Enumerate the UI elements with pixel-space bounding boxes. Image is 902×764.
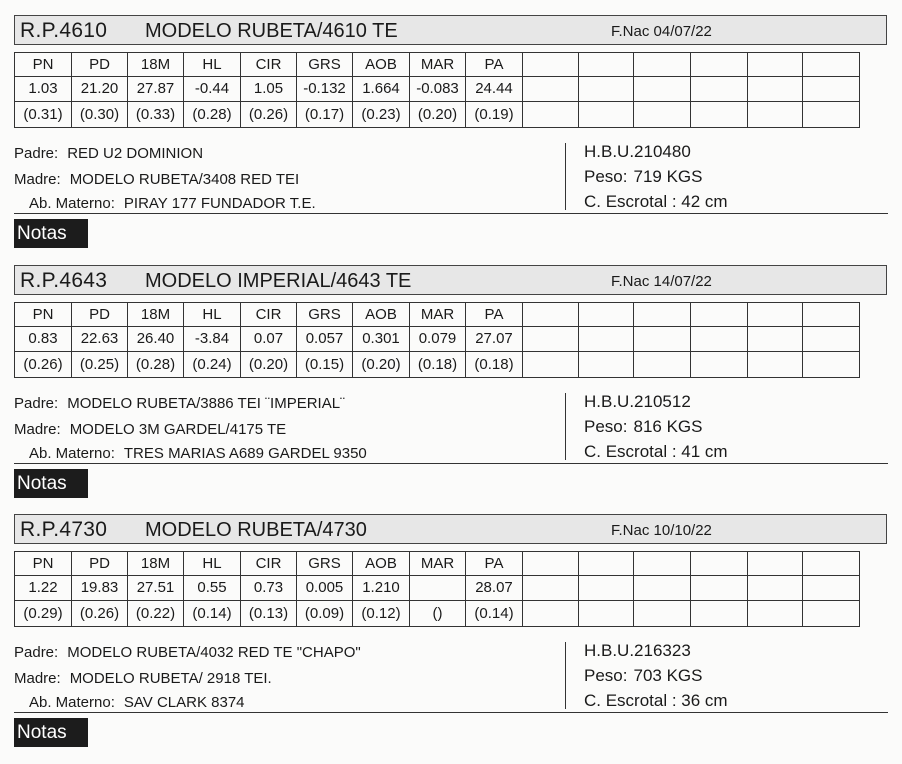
empty-cell: [748, 77, 803, 102]
epd-accuracy-cell: (): [410, 601, 466, 627]
epd-accuracy-cell: (0.12): [353, 601, 410, 627]
epd-accuracy-cell: (0.28): [128, 352, 184, 378]
epd-accuracy-cell: (0.20): [410, 102, 466, 128]
sire-line: [14, 145, 203, 162]
dam-line: [14, 670, 272, 687]
bull-record: [14, 264, 888, 500]
scrotal-circumference: C. Escrotal : 42 cm: [584, 192, 728, 211]
empty-cell: [803, 352, 860, 378]
empty-cell: [634, 601, 691, 627]
weight-line: [584, 417, 702, 437]
bull-record: [14, 513, 888, 749]
epd-table: [14, 302, 860, 378]
empty-cell: [579, 576, 634, 601]
epd-accuracy-cell: (0.30): [72, 102, 128, 128]
epd-value-cell: 1.664: [353, 77, 410, 102]
pedigree-value: MODELO RUBETA/3408 RED TEI: [69, 171, 300, 188]
epd-accuracy-cell: (0.28): [184, 102, 241, 128]
epd-header-cell: 18M: [128, 552, 184, 576]
pedigree-value: MODELO RUBETA/ 2918 TEI.: [69, 670, 272, 687]
empty-cell: [803, 552, 860, 576]
epd-value-cell: 0.301: [353, 327, 410, 352]
epd-table: [14, 551, 860, 627]
epd-table: [14, 52, 860, 128]
empty-cell: [579, 303, 634, 327]
epd-accuracy-row: [15, 601, 860, 627]
epd-value-cell: 1.05: [241, 77, 297, 102]
epd-header-row: [15, 303, 860, 327]
empty-cell: [691, 327, 748, 352]
birth-date: F.Nac 10/10/22: [611, 522, 712, 539]
epd-accuracy-cell: (0.19): [466, 102, 523, 128]
epd-header-cell: AOB: [353, 552, 410, 576]
empty-cell: [634, 552, 691, 576]
pedigree-label: Padre:: [14, 145, 59, 162]
epd-value-cell: 0.55: [184, 576, 241, 601]
empty-cell: [523, 303, 579, 327]
birth-date: F.Nac 04/07/22: [611, 23, 712, 40]
empty-cell: [691, 303, 748, 327]
epd-header-cell: PN: [15, 53, 72, 77]
notes-label: Notas: [14, 718, 88, 747]
epd-header-cell: 18M: [128, 53, 184, 77]
epd-header-cell: CIR: [241, 303, 297, 327]
epd-accuracy-cell: (0.31): [15, 102, 72, 128]
record-header: [14, 514, 887, 544]
epd-accuracy-cell: (0.14): [184, 601, 241, 627]
empty-cell: [579, 77, 634, 102]
epd-header-cell: PD: [72, 303, 128, 327]
empty-cell: [748, 327, 803, 352]
empty-cell: [748, 303, 803, 327]
pedigree-value: TRES MARIAS A689 GARDEL 9350: [123, 445, 367, 462]
divider: [565, 393, 566, 460]
epd-accuracy-row: [15, 102, 860, 128]
epd-header-cell: PN: [15, 303, 72, 327]
epd-header-cell: CIR: [241, 552, 297, 576]
empty-cell: [523, 576, 579, 601]
epd-value-cell: -3.84: [184, 327, 241, 352]
empty-cell: [634, 303, 691, 327]
epd-value-cell: 0.005: [297, 576, 353, 601]
epd-value-cell: -0.132: [297, 77, 353, 102]
empty-cell: [803, 102, 860, 128]
pedigree-label: Madre:: [14, 171, 61, 188]
pedigree-label: Ab. Materno:: [29, 694, 115, 711]
pedigree-label: Ab. Materno:: [29, 195, 115, 212]
empty-cell: [803, 327, 860, 352]
epd-value-cell: 26.40: [128, 327, 184, 352]
weight-value: 703 KGS: [633, 666, 703, 685]
epd-value-cell: [410, 576, 466, 601]
rp-number: R.P.4730: [20, 518, 108, 541]
empty-cell: [748, 576, 803, 601]
pedigree-value: PIRAY 177 FUNDADOR T.E.: [123, 195, 316, 212]
empty-cell: [748, 53, 803, 77]
empty-cell: [691, 352, 748, 378]
empty-cell: [634, 77, 691, 102]
empty-cell: [523, 327, 579, 352]
empty-cell: [803, 53, 860, 77]
epd-header-cell: MAR: [410, 303, 466, 327]
epd-accuracy-cell: (0.26): [15, 352, 72, 378]
epd-header-cell: HL: [184, 552, 241, 576]
empty-cell: [691, 53, 748, 77]
empty-cell: [579, 327, 634, 352]
epd-header-cell: GRS: [297, 552, 353, 576]
epd-accuracy-cell: (0.15): [297, 352, 353, 378]
epd-value-cell: 27.07: [466, 327, 523, 352]
epd-header-row: [15, 53, 860, 77]
empty-cell: [748, 352, 803, 378]
empty-cell: [523, 77, 579, 102]
maternal-grandsire-line: [29, 445, 367, 462]
empty-cell: [691, 102, 748, 128]
record-header: [14, 15, 887, 45]
empty-cell: [523, 552, 579, 576]
epd-value-cell: 21.20: [72, 77, 128, 102]
empty-cell: [634, 102, 691, 128]
epd-header-cell: MAR: [410, 552, 466, 576]
pedigree-label: Padre:: [14, 644, 59, 661]
epd-accuracy-cell: (0.23): [353, 102, 410, 128]
empty-cell: [803, 601, 860, 627]
epd-value-cell: -0.44: [184, 77, 241, 102]
empty-cell: [579, 552, 634, 576]
epd-accuracy-cell: (0.13): [241, 601, 297, 627]
epd-values-row: [15, 576, 860, 601]
epd-header-cell: MAR: [410, 53, 466, 77]
epd-value-cell: 1.03: [15, 77, 72, 102]
weight-label: Peso:: [584, 666, 628, 685]
epd-header-cell: AOB: [353, 53, 410, 77]
pedigree-label: Madre:: [14, 421, 61, 438]
epd-accuracy-cell: (0.29): [15, 601, 72, 627]
epd-header-cell: PA: [466, 53, 523, 77]
divider: [565, 642, 566, 709]
divider: [565, 143, 566, 210]
empty-cell: [523, 102, 579, 128]
rp-number: R.P.4610: [20, 19, 108, 42]
epd-header-cell: GRS: [297, 303, 353, 327]
pedigree-label: Padre:: [14, 395, 59, 412]
birth-date: F.Nac 14/07/22: [611, 273, 712, 290]
epd-value-cell: 19.83: [72, 576, 128, 601]
epd-header-cell: HL: [184, 53, 241, 77]
empty-cell: [691, 552, 748, 576]
weight-line: [584, 167, 702, 187]
epd-accuracy-cell: (0.26): [72, 601, 128, 627]
pedigree-value: MODELO RUBETA/4032 RED TE "CHAPO": [67, 644, 361, 661]
maternal-grandsire-line: [29, 195, 316, 212]
weight-line: [584, 666, 702, 686]
herdbook-number: H.B.U.210512: [584, 392, 691, 411]
notes-label: Notas: [14, 219, 88, 248]
scrotal-circumference: C. Escrotal : 41 cm: [584, 442, 728, 461]
pedigree-value: RED U2 DOMINION: [67, 145, 204, 162]
empty-cell: [634, 53, 691, 77]
epd-value-cell: 27.51: [128, 576, 184, 601]
pedigree-value: MODELO 3M GARDEL/4175 TE: [69, 421, 287, 438]
rp-number: R.P.4643: [20, 269, 108, 292]
empty-cell: [579, 53, 634, 77]
epd-value-cell: -0.083: [410, 77, 466, 102]
epd-accuracy-cell: (0.24): [184, 352, 241, 378]
record-header: [14, 265, 887, 295]
notes-label: Notas: [14, 469, 88, 498]
epd-value-cell: 0.07: [241, 327, 297, 352]
divider: [14, 712, 888, 713]
pedigree-label: Madre:: [14, 670, 61, 687]
sire-line: [14, 395, 345, 412]
epd-header-cell: CIR: [241, 53, 297, 77]
empty-cell: [523, 352, 579, 378]
empty-cell: [691, 576, 748, 601]
empty-cell: [803, 303, 860, 327]
empty-cell: [523, 53, 579, 77]
epd-header-cell: HL: [184, 303, 241, 327]
epd-accuracy-cell: (0.14): [466, 601, 523, 627]
dam-line: [14, 171, 299, 188]
epd-value-cell: 24.44: [466, 77, 523, 102]
sire-line: [14, 644, 361, 661]
epd-header-cell: PA: [466, 552, 523, 576]
divider: [14, 463, 888, 464]
empty-cell: [691, 77, 748, 102]
scrotal-circumference: C. Escrotal : 36 cm: [584, 691, 728, 710]
epd-header-cell: PN: [15, 552, 72, 576]
epd-value-cell: 28.07: [466, 576, 523, 601]
epd-header-cell: PA: [466, 303, 523, 327]
epd-accuracy-cell: (0.18): [466, 352, 523, 378]
empty-cell: [579, 601, 634, 627]
maternal-grandsire-line: [29, 694, 245, 711]
bull-record: [14, 14, 888, 250]
epd-header-cell: AOB: [353, 303, 410, 327]
empty-cell: [579, 352, 634, 378]
bull-name: MODELO IMPERIAL/4643 TE: [145, 270, 412, 292]
epd-values-row: [15, 327, 860, 352]
empty-cell: [691, 601, 748, 627]
epd-header-cell: PD: [72, 53, 128, 77]
dam-line: [14, 421, 286, 438]
epd-value-cell: 27.87: [128, 77, 184, 102]
empty-cell: [803, 77, 860, 102]
empty-cell: [803, 576, 860, 601]
epd-value-cell: 1.22: [15, 576, 72, 601]
epd-value-cell: 0.057: [297, 327, 353, 352]
empty-cell: [523, 601, 579, 627]
epd-accuracy-cell: (0.17): [297, 102, 353, 128]
empty-cell: [579, 102, 634, 128]
herdbook-number: H.B.U.210480: [584, 142, 691, 161]
empty-cell: [634, 327, 691, 352]
weight-label: Peso:: [584, 167, 628, 186]
epd-value-cell: 22.63: [72, 327, 128, 352]
epd-accuracy-cell: (0.33): [128, 102, 184, 128]
weight-value: 816 KGS: [633, 417, 703, 436]
empty-cell: [748, 102, 803, 128]
epd-value-cell: 0.83: [15, 327, 72, 352]
empty-cell: [634, 352, 691, 378]
bull-name: MODELO RUBETA/4610 TE: [145, 20, 398, 42]
epd-accuracy-cell: (0.09): [297, 601, 353, 627]
epd-accuracy-row: [15, 352, 860, 378]
pedigree-label: Ab. Materno:: [29, 445, 115, 462]
epd-value-cell: 0.079: [410, 327, 466, 352]
empty-cell: [748, 601, 803, 627]
epd-value-cell: 0.73: [241, 576, 297, 601]
epd-header-row: [15, 552, 860, 576]
divider: [14, 213, 888, 214]
bull-name: MODELO RUBETA/4730: [145, 519, 367, 541]
epd-header-cell: 18M: [128, 303, 184, 327]
empty-cell: [634, 576, 691, 601]
epd-values-row: [15, 77, 860, 102]
epd-accuracy-cell: (0.26): [241, 102, 297, 128]
epd-accuracy-cell: (0.20): [353, 352, 410, 378]
pedigree-value: SAV CLARK 8374: [123, 694, 245, 711]
empty-cell: [748, 552, 803, 576]
herdbook-number: H.B.U.216323: [584, 641, 691, 660]
weight-value: 719 KGS: [633, 167, 703, 186]
epd-accuracy-cell: (0.20): [241, 352, 297, 378]
epd-header-cell: GRS: [297, 53, 353, 77]
epd-header-cell: PD: [72, 552, 128, 576]
epd-accuracy-cell: (0.22): [128, 601, 184, 627]
epd-accuracy-cell: (0.18): [410, 352, 466, 378]
pedigree-value: MODELO RUBETA/3886 TEI ¨IMPERIAL¨: [67, 395, 346, 412]
epd-accuracy-cell: (0.25): [72, 352, 128, 378]
epd-value-cell: 1.210: [353, 576, 410, 601]
weight-label: Peso:: [584, 417, 628, 436]
